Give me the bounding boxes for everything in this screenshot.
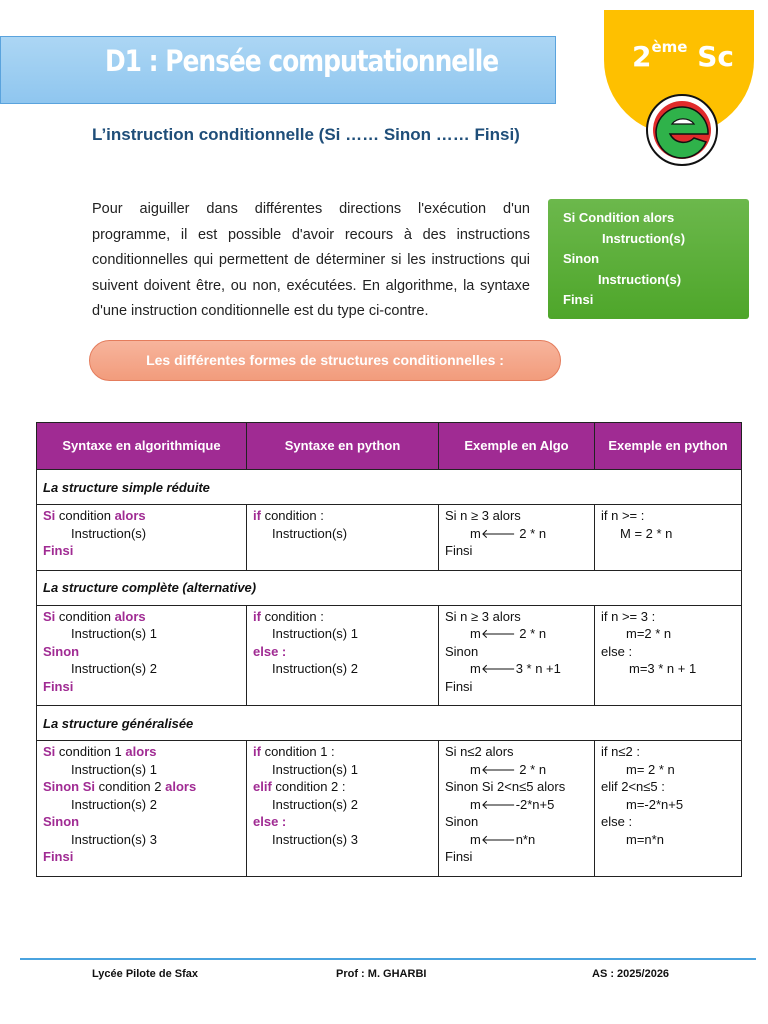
keyword: if	[253, 508, 261, 523]
keyword: Si	[43, 744, 56, 759]
keyword: Si	[43, 608, 56, 624]
syntax-line-4: Instruction(s)	[598, 271, 682, 287]
section-title: La structure généralisée	[37, 706, 742, 741]
python-syntax-cell: if condition 1 : Instruction(s) 1 elif condition 2 : Instruction(s) 2 else : Instruction(s) 3	[247, 741, 439, 877]
keyword: else :	[253, 643, 287, 659]
keyword: Sinon	[43, 814, 80, 829]
syntax-line-2: Instruction(s)	[602, 230, 686, 246]
algo-syntax-cell: Si condition alors Instruction(s) 1 Sinon Instruction(s) 2 Finsi	[37, 605, 247, 706]
level-badge-label	[632, 38, 734, 73]
syntax-box	[548, 199, 749, 319]
section-row	[37, 570, 742, 605]
keyword: Sinon Si	[43, 779, 95, 794]
python-syntax-cell: if condition : Instruction(s) 1 else : Instruction(s) 2	[247, 605, 439, 706]
algo-syntax-cell: Si condition alors Instruction(s) Finsi	[37, 505, 247, 571]
table-row	[37, 605, 742, 706]
python-example-cell: if n >= 3 : m=2 * n else : m=3 * n + 1	[595, 605, 742, 706]
column-header: Exemple en python	[595, 423, 742, 470]
syntax-line-1: Si Condition alors	[563, 210, 675, 225]
keyword: elif	[253, 779, 272, 794]
footer-prof: Prof : M. GHARBI	[336, 968, 427, 980]
syntax-line-5: Finsi	[563, 292, 594, 307]
python-syntax-cell: if condition : Instruction(s)	[247, 505, 439, 571]
keyword: Si	[43, 508, 56, 523]
footer-divider	[20, 958, 756, 960]
page-title: D1 : Pensée computationnelle	[105, 44, 499, 78]
footer-school: Lycée Pilote de Sfax	[92, 968, 198, 980]
keyword: alors	[165, 779, 197, 794]
section-title: La structure complète (alternative)	[37, 570, 742, 605]
python-example-cell: if n >= : M = 2 * n	[595, 505, 742, 571]
keyword: alors	[114, 608, 146, 624]
table-header-row	[37, 423, 742, 470]
section-row	[37, 470, 742, 505]
keyword: Finsi	[43, 678, 74, 694]
column-header: Exemple en Algo	[439, 423, 595, 470]
keyword: Finsi	[43, 849, 74, 864]
level-number: 2	[632, 40, 652, 73]
section-row	[37, 706, 742, 741]
level-track: Sc	[697, 40, 734, 73]
keyword: if	[253, 608, 261, 624]
keyword: alors	[114, 508, 146, 523]
keyword: alors	[125, 744, 157, 759]
algo-syntax-cell: Si condition 1 alors Instruction(s) 1 Sinon Si condition 2 alors Instruction(s) 2 Sinon Instruction(s) 3 Finsi	[37, 741, 247, 877]
table-row	[37, 741, 742, 877]
section-banner: Les différentes formes de structures conditionnelles :	[89, 340, 561, 381]
intro-paragraph: Pour aiguiller dans différentes directions l'exécution d'un programme, il est possible d'avoir recours à des instructions conditionnelles qui permettent de déterminer si les instructions qui suivent doivent être, ou non, exécutées. En algorithme, la syntaxe d'une instruction conditionnelle est du type ci-contre.	[92, 201, 530, 319]
conditional-structures-table	[36, 422, 742, 877]
algo-example-cell: Si n ≥ 3 alors m🡐 2 * n Sinon m🡐3 * n +1 Finsi	[439, 605, 595, 706]
python-example-cell: if n≤2 : m= 2 * n elif 2<n≤5 : m=-2*n+5 else : m=n*n	[595, 741, 742, 877]
column-header: Syntaxe en algorithmique	[37, 423, 247, 470]
footer-year: AS : 2025/2026	[592, 968, 670, 980]
level-suffix: ème	[651, 38, 688, 56]
section-title: La structure simple réduite	[37, 470, 742, 505]
keyword: if	[253, 744, 261, 759]
algo-example-cell: Si n≤2 alors m🡐 2 * n Sinon Si 2<n≤5 alors m🡐-2*n+5 Sinon m🡐n*n Finsi	[439, 741, 595, 877]
table-row	[37, 505, 742, 571]
column-header: Syntaxe en python	[247, 423, 439, 470]
keyword: Sinon	[43, 643, 80, 659]
syntax-line-3: Sinon	[563, 251, 600, 266]
keyword: else :	[253, 814, 287, 829]
lesson-subtitle: L’instruction conditionnelle (Si …… Sinon …… Finsi)	[92, 125, 520, 144]
e-logo-icon	[644, 92, 720, 168]
keyword: Finsi	[43, 543, 74, 558]
algo-example-cell: Si n ≥ 3 alors m🡐 2 * n Finsi	[439, 505, 595, 571]
